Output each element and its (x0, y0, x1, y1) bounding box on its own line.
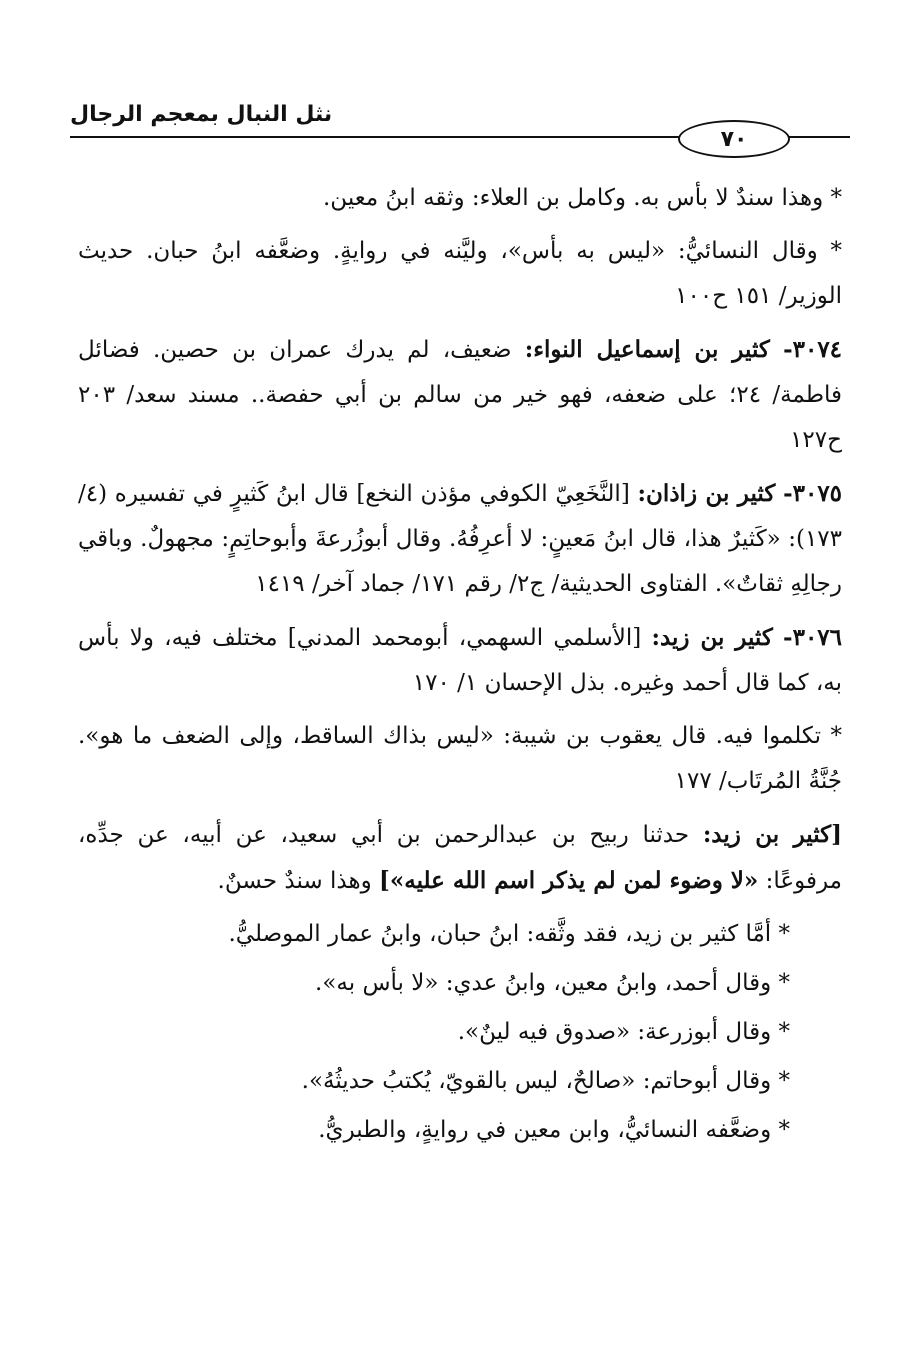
entry-3076 (78, 615, 842, 706)
isnad-text: حدثنا ربيح بن عبدالرحمن بن أبي سعيد، عن أبيه، عن جدِّه، مرفوعًا: (78, 822, 842, 894)
paragraph-6 (78, 714, 842, 804)
paragraph-text: * وهذا سندٌ لا بأس به. وكامل بن العلاء: وثقه ابنُ معين. (323, 185, 842, 211)
bullet-item: * وقال أبوحاتم: «صالحٌ، ليس بالقويّ، يُكتبُ حديثُهُ». (301, 1068, 790, 1094)
hadith-paragraph (78, 812, 842, 904)
paragraph-text: * تكلموا فيه. قال يعقوب بن شيبة: «ليس بذاك الساقط، وإلى الضعف ما هو». جُنَّةُ المُرتَاب/ ١٧٧ (78, 723, 842, 794)
narrator-name: [كثير بن زيد: (702, 821, 842, 848)
entry-number: ٣٠٧٥- (783, 480, 843, 507)
entry-text: [الأسلمي السهمي، أبومحمد المدني] مختلف فيه، ولا بأس به، كما قال أحمد وغيره. بذل الإحسان ١/ ١٧٠ (78, 625, 842, 696)
page-number: ٧٠ (678, 120, 790, 158)
running-title: نثل النبال بمعجم الرجال (70, 102, 333, 127)
bullet-item: * وقال أحمد، وابنُ معين، وابنُ عدي: «لا بأس به». (315, 970, 790, 996)
entry-3074 (78, 327, 842, 463)
bullet-item: * أمَّا كثير بن زيد، فقد وثَّقه: ابنُ حبان، وابنُ عمار الموصليُّ. (228, 921, 790, 947)
narrator-name: كثير بن إسماعيل النواء: (524, 336, 770, 363)
paragraph-2 (78, 229, 842, 319)
hadith-quote: «لا وضوء لمن لم يذكر اسم الله عليه»] (379, 867, 759, 894)
paragraph-1 (78, 176, 842, 221)
grading-text: وهذا سندٌ حسنٌ. (217, 868, 372, 894)
entry-text: ضعيف، لم يدرك عمران بن حصين. فضائل فاطمة/ ٢٤؛ على ضعفه، فهو خير من سالم بن أبي حفصة.. مسند سعد/ ٢٠٣ ح١٢٧ (78, 337, 842, 453)
narrator-name: كثير بن زيد: (651, 624, 773, 651)
entry-number: ٣٠٧٦- (783, 624, 843, 651)
entry-3075 (78, 471, 842, 607)
paragraph-text: * وقال النسائيُّ: «ليس به بأس»، وليَّنه في روايةٍ. وضعَّفه ابنُ حبان. حديث الوزير/ ١٥١ ح١٠٠ (78, 238, 842, 309)
bullet-item: * وقال أبوزرعة: «صدوق فيه لينٌ». (457, 1019, 790, 1045)
narrator-name: كثير بن زاذان: (637, 480, 776, 507)
bullet-item: * وضعَّفه النسائيُّ، وابن معين في روايةٍ، والطبريُّ. (318, 1117, 790, 1143)
page-body (78, 176, 842, 1157)
entry-number: ٣٠٧٤- (783, 336, 843, 363)
entry-text: [النَّخَعِيّ الكوفي مؤذن النخع] قال ابنُ كَثيرٍ في تفسيره (٤/ ١٧٣): «كَثيرٌ هذا، قال ابنُ مَعينٍ: لا أعرِفُهُ. وقال أبوزُرعةَ وأبوحاتِمٍ: مجهولٌ. وباقي رجالِهِ ثقاتٌ». الفتاوى الحديثية/ ج٢/ رقم ١٧١/ جماد آخر/ ١٤١٩ (78, 481, 842, 597)
page-header (70, 100, 850, 160)
